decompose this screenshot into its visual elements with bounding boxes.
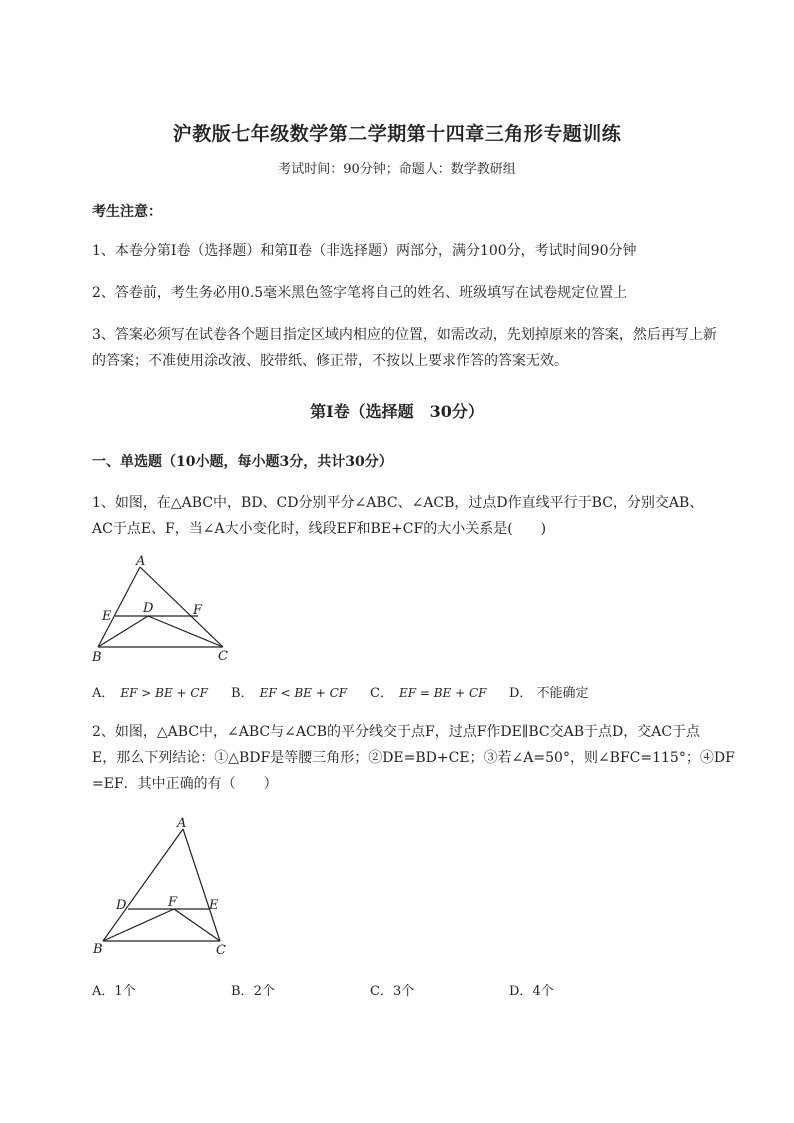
q1-label-a: A [136, 554, 146, 569]
section-title: 第I卷（选择题 30分） [310, 402, 484, 421]
q2-text-line3: =EF．其中正确的有（ ） [92, 776, 278, 792]
q2-text-line1: 2、如图，△ABC中，∠ABC与∠ACB的平分线交于点F，过点F作DE∥BC交AB于点D，交AC于点 [92, 724, 701, 740]
q2-option-d[interactable]: D．4个 [509, 984, 554, 999]
notice-item-1: 1、本卷分第I卷（选择题）和第Ⅱ卷（非选择题）两部分，满分100分，考试时间90分钟 [92, 243, 637, 259]
q1-label-c: C [218, 649, 228, 664]
q1-label-b: B [92, 650, 102, 665]
q1-option-c[interactable]: C． EF = BE + CF [370, 686, 487, 701]
part-title: 一、单选题（10小题，每小题3分，共计30分） [92, 454, 393, 470]
page-title: 沪教版七年级数学第二学期第十四章三角形专题训练 [172, 123, 622, 145]
q2-label-b: B [93, 942, 103, 957]
notice-item-2: 2、答卷前，考生务必用0.5毫米黑色签字笔将自己的姓名、班级填写在试卷规定位置上 [92, 285, 628, 301]
notice-item-3-cont: 的答案；不准使用涂改液、胶带纸、修正带，不按以上要求作答的答案无效。 [92, 353, 568, 369]
q1-option-d[interactable]: D． 不能确定 [509, 686, 589, 701]
q1-label-f: F [193, 603, 203, 618]
q2-option-c[interactable]: C．3个 [370, 984, 415, 999]
q1-label-d: D [143, 601, 154, 616]
q2-option-b[interactable]: B．2个 [231, 984, 275, 999]
q2-label-e: E [209, 898, 219, 913]
q1-option-a[interactable]: A． EF > BE + CF [92, 686, 208, 701]
q1-triangle-figure [88, 553, 238, 665]
q2-text-line2: E，那么下列结论：①△BDF是等腰三角形；②DE=BD+CE；③若∠A=50°，则∠BFC=115°；④DF [92, 750, 735, 766]
q1-label-e: E [102, 609, 112, 624]
q1-text-line2: AC于点E、F，当∠A大小变化时，线段EF和BE+CF的大小关系是( ) [92, 521, 547, 537]
q2-triangle-figure [88, 812, 238, 962]
exam-info: 考试时间：90分钟；命题人：数学教研组 [278, 162, 516, 177]
q2-label-a: A [177, 816, 187, 831]
q2-label-d: D [116, 898, 127, 913]
q1-option-b[interactable]: B． EF < BE + CF [231, 686, 348, 701]
notice-item-3: 3、答案必须写在试卷各个题目指定区域内相应的位置，如需改动，先划掉原来的答案，然后再写上新 [92, 327, 717, 343]
notice-heading: 考生注意： [92, 204, 162, 220]
q2-label-f: F [168, 895, 178, 910]
q2-option-a[interactable]: A．1个 [92, 984, 136, 999]
q2-label-c: C [216, 943, 226, 958]
q1-text-line1: 1、如图，在△ABC中，BD、CD分别平分∠ABC、∠ACB，过点D作直线平行于BC，分别交AB、 [92, 495, 704, 511]
